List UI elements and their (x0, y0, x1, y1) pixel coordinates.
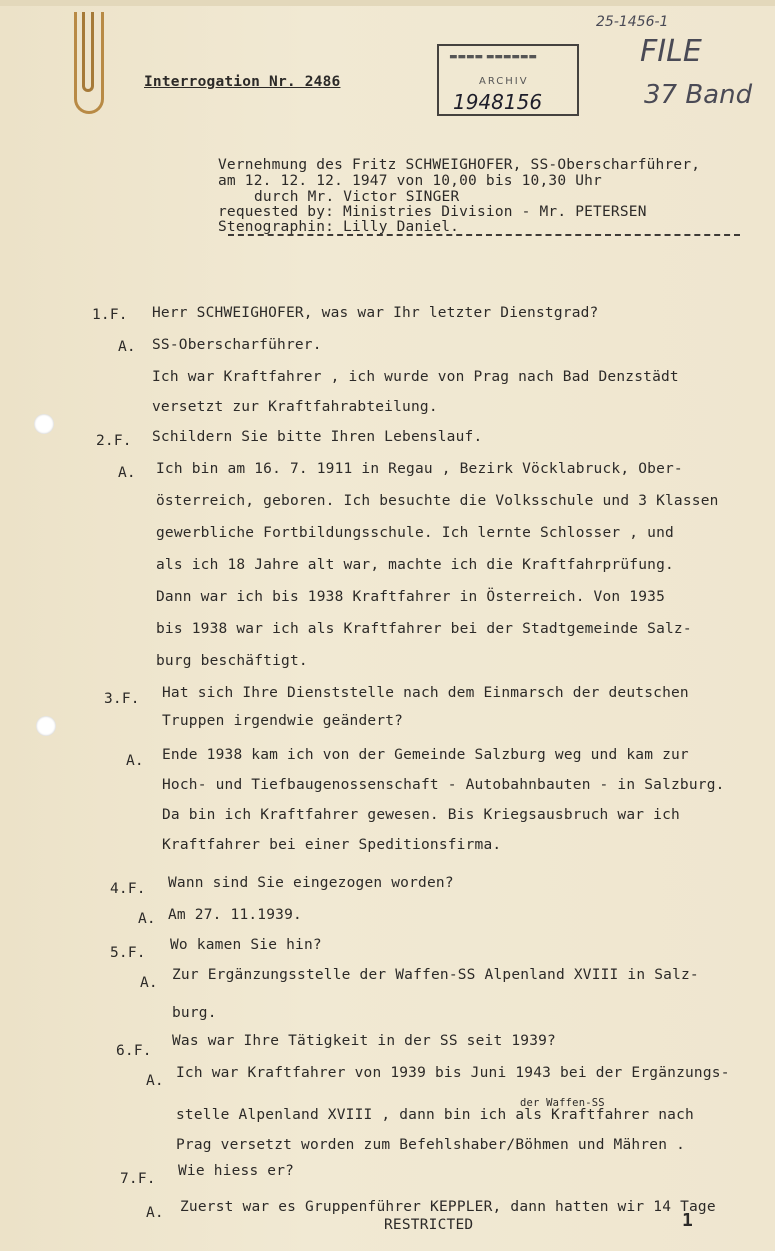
answer-line: burg. (172, 1005, 217, 1021)
answer-line: versetzt zur Kraftfahrabteilung. (152, 399, 438, 415)
meta-line-2: am 12. 12. 12. 1947 von 10,00 bis 10,30 Uhr (218, 173, 602, 189)
answer-marker: A. (140, 975, 158, 991)
question-line: Truppen irgendwie geändert? (162, 713, 404, 729)
answer-line: österreich, geboren. Ich besuchte die Volksschule und 3 Klassen (156, 493, 719, 509)
answer-marker: A. (118, 339, 136, 355)
stamp-number: 1948156 (453, 90, 543, 114)
paperclip-inner-icon (82, 12, 94, 92)
question-text: Wo kamen Sie hin? (170, 937, 322, 953)
question-number: 4.F. (110, 881, 146, 897)
answer-line: Ich war Kraftfahrer , ich wurde von Prag nach Bad Denzstädt (152, 369, 679, 385)
answer-line: Zur Ergänzungsstelle der Waffen-SS Alpenland XVIII in Salz- (172, 967, 699, 983)
question-text: Herr SCHWEIGHOFER, was war Ihr letzter Dienstgrad? (152, 305, 599, 321)
question-line: Hat sich Ihre Dienststelle nach dem Einmarsch der deutschen (162, 685, 689, 701)
handwritten-note: 37 Band (644, 80, 753, 110)
answer-marker: A. (146, 1073, 164, 1089)
question-number: 6.F. (116, 1043, 152, 1059)
answer-line: Ich bin am 16. 7. 1911 in Regau , Bezirk Vöcklabruck, Ober- (156, 461, 683, 477)
answer-marker: A. (126, 753, 144, 769)
question-number: 5.F. (110, 945, 146, 961)
handwritten-reference: 25-1456-1 (596, 14, 669, 30)
page-edge (0, 0, 775, 6)
question-number: 2.F. (96, 433, 132, 449)
answer-line: Hoch- und Tiefbaugenossenschaft - Autobahnbauten - in Salzburg. (162, 777, 725, 793)
answer-line: gewerbliche Fortbildungsschule. Ich lernte Schlosser , und (156, 525, 674, 541)
answer-insertion: der Waffen-SS (520, 1097, 605, 1109)
archive-stamp (437, 44, 579, 116)
punch-hole-icon (36, 716, 56, 736)
page-number: 1 (682, 1210, 694, 1231)
answer-line: burg beschäftigt. (156, 653, 308, 669)
answer-line: Kraftfahrer bei einer Speditionsfirma. (162, 837, 502, 853)
meta-line-5: Stenographin: Lilly Daniel. (218, 219, 460, 235)
meta-line-3: durch Mr. Victor SINGER (254, 189, 460, 205)
answer-line: als ich 18 Jahre alt war, machte ich die Kraftfahrprüfung. (156, 557, 674, 573)
meta-line-4: requested by: Ministries Division - Mr. PETERSEN (218, 204, 647, 220)
answer-line: SS-Oberscharführer. (152, 337, 322, 353)
punch-hole-icon (34, 414, 54, 434)
answer-marker: A. (146, 1205, 164, 1221)
classification-label: RESTRICTED (384, 1217, 474, 1233)
question-text: Wie hiess er? (178, 1163, 295, 1179)
stamp-label: ARCHIV (479, 76, 529, 87)
answer-marker: A. (118, 465, 136, 481)
answer-line: stelle Alpenland XVIII , dann bin ich als Kraftfahrer nach (176, 1107, 694, 1123)
separator-rule (228, 234, 740, 236)
answer-line: Dann war ich bis 1938 Kraftfahrer in Österreich. Von 1935 (156, 589, 665, 605)
answer-line: Ende 1938 kam ich von der Gemeinde Salzburg weg und kam zur (162, 747, 689, 763)
document-title: Interrogation Nr. 2486 (144, 74, 341, 90)
answer-line: Da bin ich Kraftfahrer gewesen. Bis Kriegsausbruch war ich (162, 807, 680, 823)
answer-line: Prag versetzt worden zum Befehlshaber/Böhmen und Mähren . (176, 1137, 685, 1153)
question-text: Was war Ihre Tätigkeit in der SS seit 1939? (172, 1033, 556, 1049)
answer-marker: A. (138, 911, 156, 927)
answer-line: Ich war Kraftfahrer von 1939 bis Juni 1943 bei der Ergänzungs- (176, 1065, 730, 1081)
answer-line: bis 1938 war ich als Kraftfahrer bei der Stadtgemeinde Salz- (156, 621, 692, 637)
question-number: 7.F. (120, 1171, 156, 1187)
question-text: Wann sind Sie eingezogen worden? (168, 875, 454, 891)
meta-line-1: Vernehmung des Fritz SCHWEIGHOFER, SS-Oberscharführer, (218, 157, 701, 173)
stamp-top-line: ▬▬▬▬ ▬▬▬▬▬▬ (449, 52, 537, 62)
handwritten-file: FILE (640, 34, 702, 69)
question-number: 1.F. (92, 307, 128, 323)
question-text: Schildern Sie bitte Ihren Lebenslauf. (152, 429, 483, 445)
question-number: 3.F. (104, 691, 140, 707)
answer-line: Am 27. 11.1939. (168, 907, 302, 923)
answer-line: Zuerst war es Gruppenführer KEPPLER, dann hatten wir 14 Tage (180, 1199, 716, 1215)
